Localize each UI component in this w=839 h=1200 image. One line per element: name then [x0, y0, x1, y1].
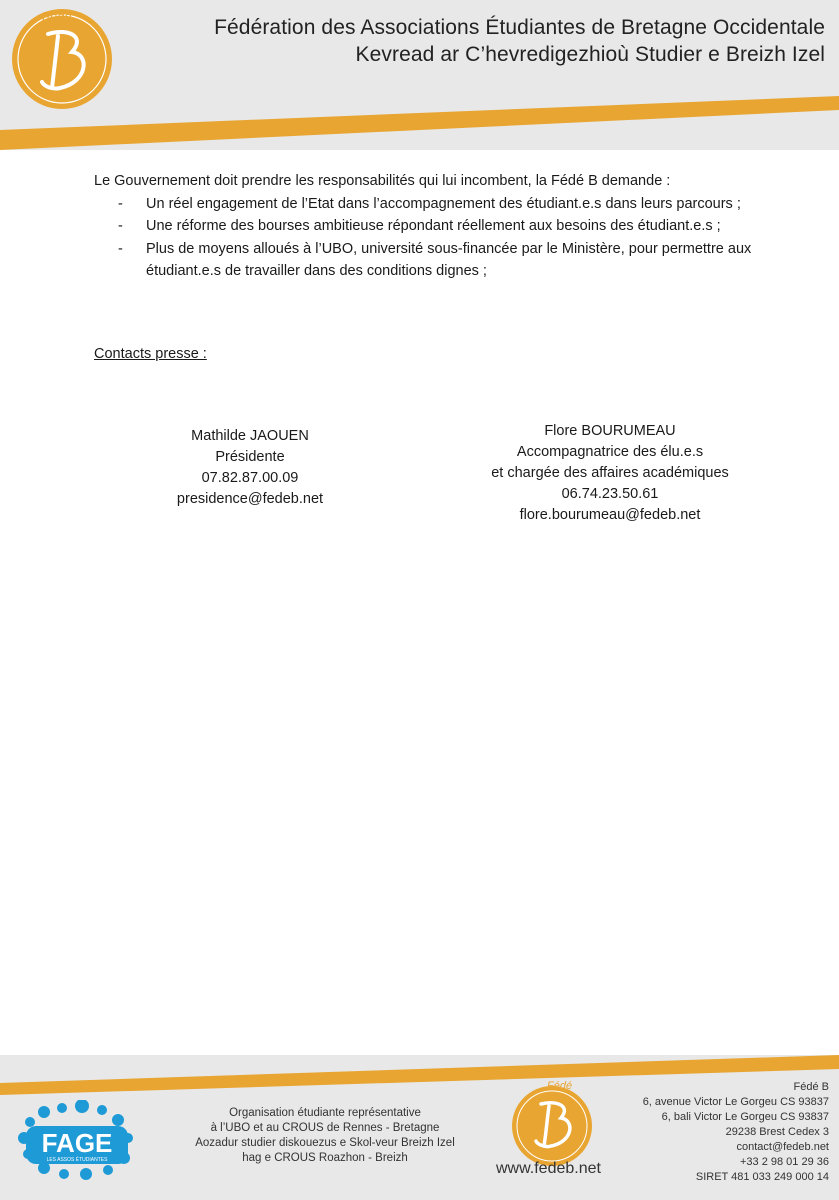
fage-label: FAGE — [41, 1128, 113, 1158]
organization-title — [214, 14, 825, 68]
fage-sub: LES ASSOS ÉTUDIANTES — [46, 1157, 108, 1163]
footer-address: Fédé B 6, avenue Victor Le Gorgeu CS 93837 6, bali Victor Le Gorgeu CS 93837 29238 Brest Cedex 3 contact@fedeb.net +33 2 98 01 29 36 SIRET 481 033 249 000 14 — [642, 1081, 829, 1183]
list-dash: - — [118, 195, 123, 212]
contact-role: Présidente — [215, 449, 285, 465]
logo-label: Fédé — [42, 9, 72, 24]
fede-b-footer-logo — [503, 1078, 601, 1168]
contact-name: Flore BOURUMEAU — [544, 423, 676, 439]
organization-title-br: Kevread ar C’hevredigezhioù Studier e Breizh Izel — [355, 43, 825, 66]
list-dash: - — [118, 218, 123, 234]
contact-email-link[interactable]: contact@fedeb.net — [736, 1141, 829, 1153]
contact-phone: 06.74.23.50.61 — [561, 486, 659, 502]
contact-role: et chargée des affaires académiques — [491, 465, 729, 481]
contact-phone: 07.82.87.00.09 — [201, 470, 299, 486]
demand-item: - Plus de moyens alloués à l’UBO, université sous-financée par le Ministère, pour permettre aux étudiant.e.s de travailler dans des conditions dignes ; — [94, 238, 774, 283]
footer-mission: Organisation étudiante représentative à l’UBO et au CROUS de Rennes - Bretagne Aozadur studier diskouezus e Skol-veur Breizh Izel hag e CROUS Roazhon - Breizh — [195, 1107, 455, 1164]
fage-logo — [16, 1100, 138, 1180]
organization-title-fr: Fédération des Associations Étudiantes de Bretagne Occidentale — [214, 16, 825, 39]
contact-card — [150, 426, 350, 510]
list-dash: - — [118, 240, 123, 257]
fede-b-logo — [8, 2, 116, 112]
footer-logo-label: Fédé — [547, 1080, 573, 1092]
intro-paragraph: Le Gouvernement doit prendre les responsabilités qui lui incombent, la Fédé B demande : — [94, 173, 671, 189]
contact-email: flore.bourumeau@fedeb.net — [519, 507, 701, 523]
demands-list — [94, 193, 774, 283]
demand-item: - Une réforme des bourses ambitieuse répondant réellement aux besoins des étudiant.e.s ; — [94, 215, 774, 238]
demand-item: - Un réel engagement de l’Etat dans l’accompagnement des étudiant.e.s dans leurs parcours ; — [94, 193, 774, 216]
contact-email: presidence@fedeb.net — [176, 491, 324, 507]
contact-role: Accompagnatrice des élu.e.s — [516, 444, 704, 460]
contacts-heading: Contacts presse : — [94, 346, 207, 362]
contact-name: Mathilde JAOUEN — [191, 428, 309, 444]
contact-card — [480, 421, 740, 526]
website-link[interactable]: www.fedeb.net — [496, 1160, 601, 1177]
document-body — [94, 170, 774, 283]
